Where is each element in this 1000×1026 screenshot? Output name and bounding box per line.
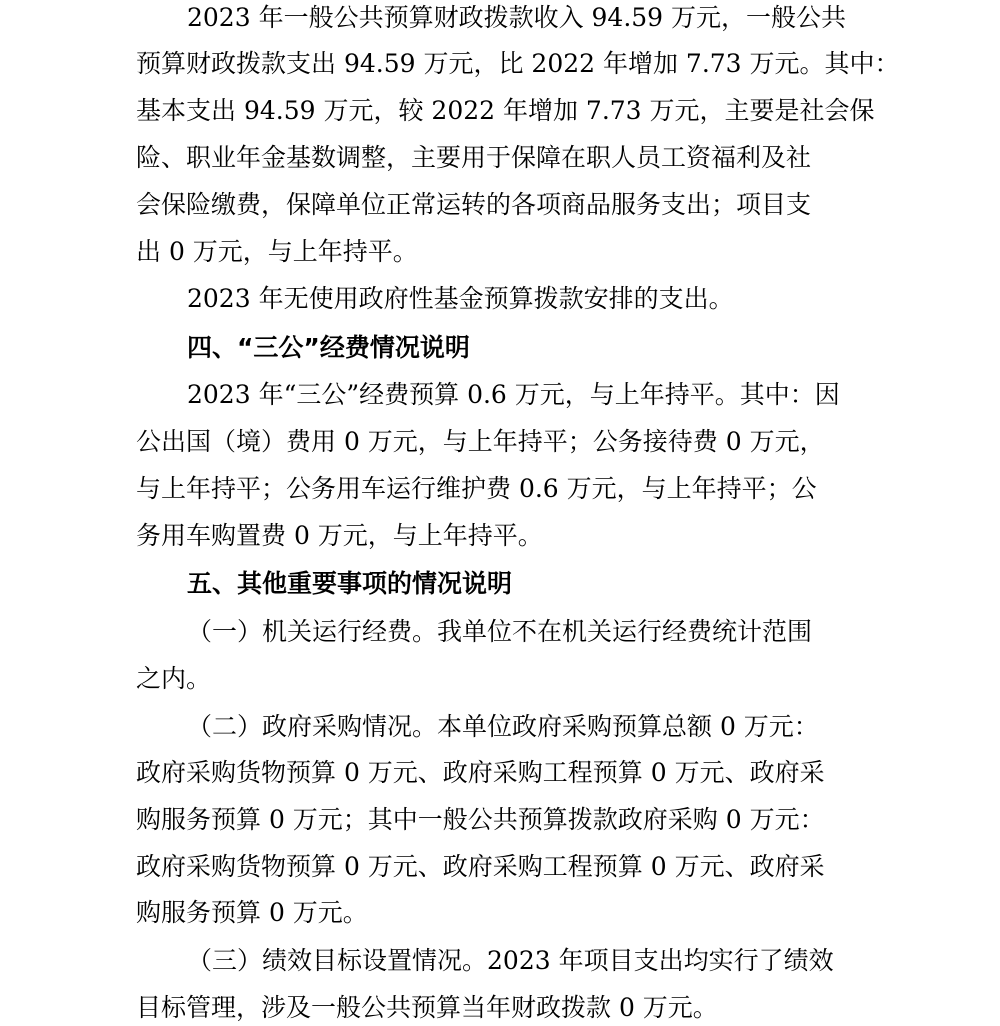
- paragraph-5-line-3: 购服务预算 0 万元；其中一般公共预算拨款政府采购 0 万元：: [136, 805, 825, 834]
- paragraph-6-line-1: （三）绩效目标设置情况。2023 年项目支出均实行了绩效: [187, 946, 834, 975]
- paragraph-1-line-1: 2023 年一般公共预算财政拨款收入 94.59 万元，一般公共: [187, 3, 847, 32]
- paragraph-1-line-4: 险、职业年金基数调整，主要用于保障在职人员工资福利及社: [136, 143, 812, 172]
- section-heading-4: 四、“三公”经费情况说明: [187, 333, 470, 362]
- paragraph-5-line-4: 政府采购货物预算 0 万元、政府采购工程预算 0 万元、政府采: [136, 852, 825, 881]
- paragraph-5-line-5: 购服务预算 0 万元。: [136, 898, 368, 927]
- paragraph-5-line-2: 政府采购货物预算 0 万元、政府采购工程预算 0 万元、政府采: [136, 758, 825, 787]
- paragraph-4-line-1: （一）机关运行经费。我单位不在机关运行经费统计范围: [187, 617, 813, 646]
- paragraph-3-line-1: 2023 年“三公”经费预算 0.6 万元，与上年持平。其中：因: [187, 380, 840, 409]
- paragraph-3-line-4: 务用车购置费 0 万元，与上年持平。: [136, 521, 543, 550]
- paragraph-1-line-5: 会保险缴费，保障单位正常运转的各项商品服务支出；项目支: [136, 190, 812, 219]
- paragraph-2-line-1: 2023 年无使用政府性基金预算拨款安排的支出。: [187, 284, 734, 313]
- paragraph-1-line-3: 基本支出 94.59 万元，较 2022 年增加 7.73 万元，主要是社会保: [136, 96, 875, 125]
- paragraph-5-line-1: （二）政府采购情况。本单位政府采购预算总额 0 万元：: [187, 712, 819, 741]
- paragraph-3-line-3: 与上年持平；公务用车运行维护费 0.6 万元，与上年持平；公: [136, 474, 817, 503]
- paragraph-1-line-2: 预算财政拨款支出 94.59 万元，比 2022 年增加 7.73 万元。其中：: [136, 49, 900, 78]
- paragraph-4-line-2: 之内。: [136, 664, 212, 693]
- paragraph-6-line-2: 目标管理，涉及一般公共预算当年财政拨款 0 万元。: [136, 993, 718, 1022]
- section-heading-5: 五、其他重要事项的情况说明: [187, 569, 513, 598]
- paragraph-3-line-2: 公出国（境）费用 0 万元，与上年持平；公务接待费 0 万元，: [136, 427, 825, 456]
- paragraph-1-line-6: 出 0 万元，与上年持平。: [136, 237, 418, 266]
